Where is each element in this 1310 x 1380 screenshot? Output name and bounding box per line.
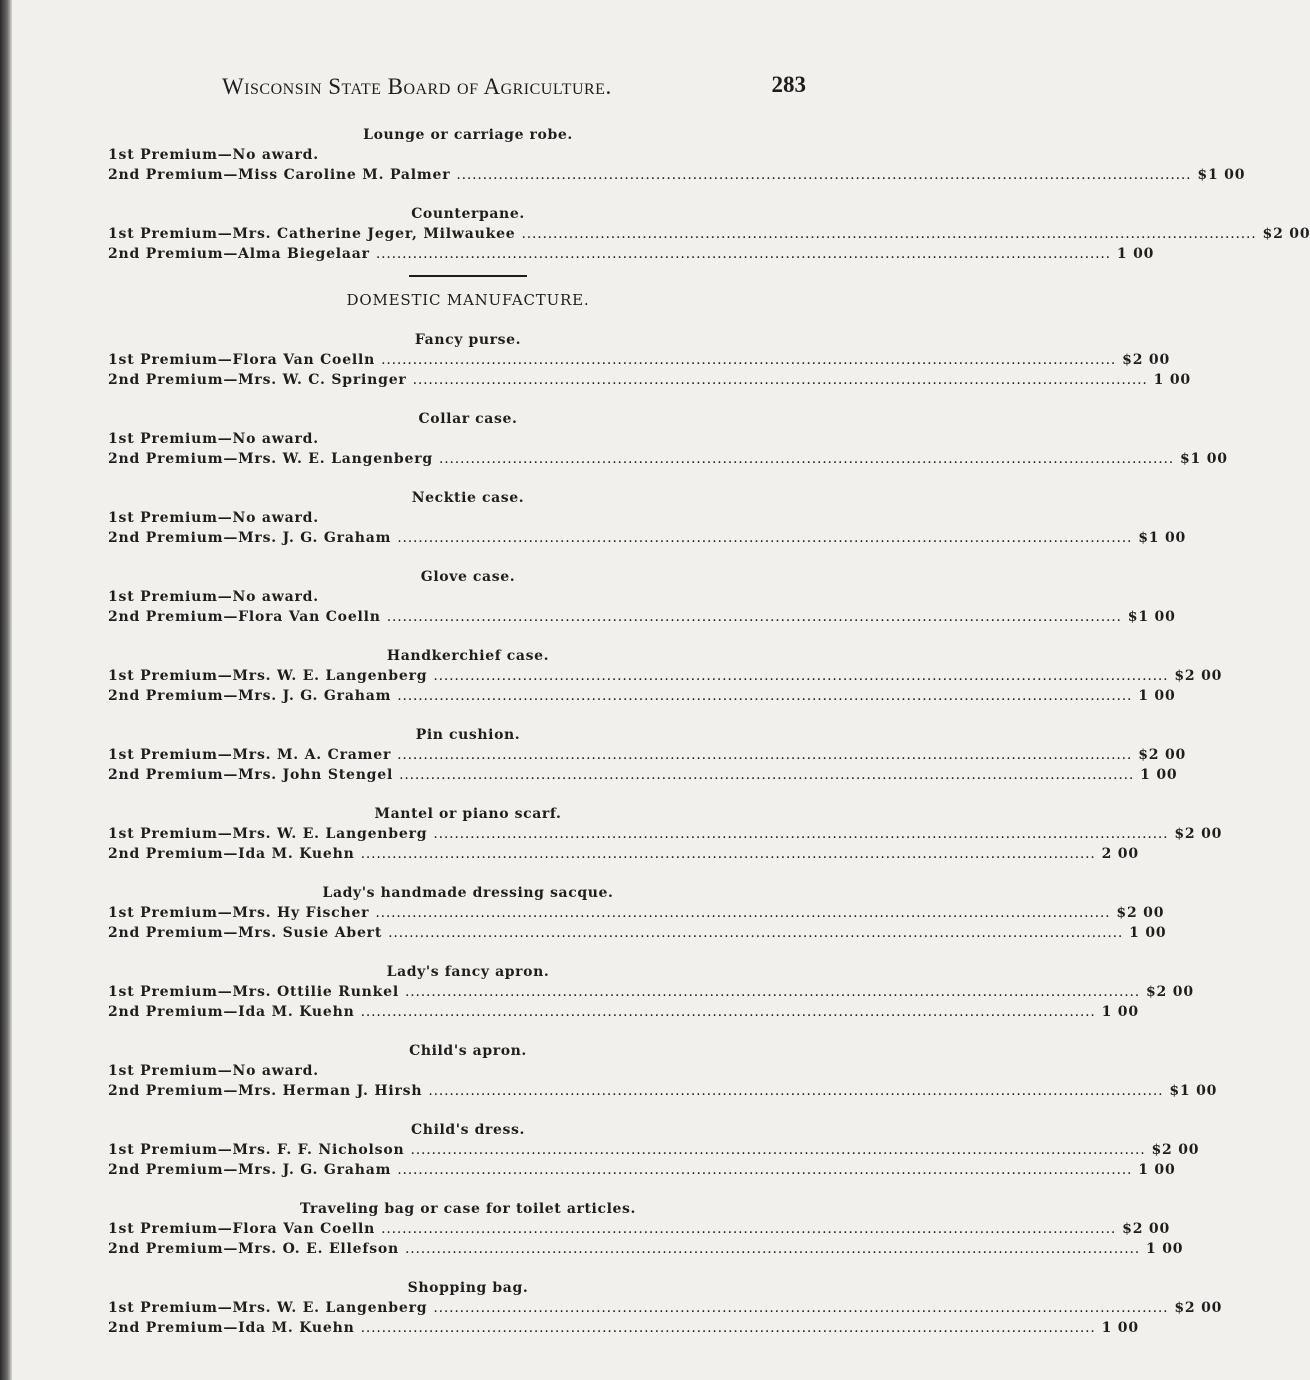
premium-label: 2nd Premium—Miss Caroline M. Palmer — [108, 166, 451, 183]
section-divider-rule — [409, 275, 527, 277]
premium-entry — [108, 1319, 1139, 1339]
premium-entry — [108, 825, 1223, 845]
premium-amount: $2 00 — [1138, 747, 1187, 763]
premium-amount: 1 00 — [1116, 245, 1155, 262]
category-heading: Lady's handmade dressing sacque. — [322, 885, 614, 901]
dot-leader: ............................................................................................................................................ — [375, 245, 1111, 262]
premium-entry — [108, 924, 1167, 944]
premium-amount: $2 00 — [1151, 1142, 1200, 1158]
dot-leader: ............................................................................................................................................ — [375, 905, 1111, 921]
category-heading: Mantel or piano scarf. — [374, 806, 562, 822]
page-number: 283 — [771, 72, 806, 97]
premium-label: 2nd Premium—Mrs. J. G. Graham — [108, 687, 392, 704]
premium-amount: 1 00 — [1138, 687, 1176, 704]
dot-leader: ............................................................................................................................................ — [360, 1003, 1096, 1020]
premium-label: 1st Premium—No award. — [108, 1063, 319, 1079]
premium-entry — [108, 983, 1194, 1003]
dot-leader: ............................................................................................................................................ — [433, 826, 1169, 842]
dot-leader: ............................................................................................................................................ — [404, 984, 1141, 1000]
category-heading: Fancy purse. — [414, 332, 522, 348]
premium-entry — [108, 1240, 1184, 1260]
premium-entry — [108, 904, 1165, 924]
premium-amount: 1 00 — [1101, 1319, 1139, 1336]
dot-leader: ............................................................................................................................................ — [381, 352, 1117, 368]
dot-leader: ............................................................................................................................................ — [397, 747, 1133, 763]
premium-amount: 1 00 — [1146, 1240, 1184, 1257]
premium-entry — [108, 450, 1228, 470]
premium-entry — [108, 588, 828, 608]
premium-entry — [108, 529, 1187, 549]
premium-entry — [108, 1141, 1200, 1161]
premium-amount: $2 00 — [1116, 905, 1165, 921]
premium-label: 2nd Premium—Flora Van Coelln — [108, 608, 381, 625]
premium-label: 2nd Premium—Mrs. J. G. Graham — [108, 529, 392, 546]
premium-list — [108, 124, 1310, 1338]
premium-entry — [108, 166, 1246, 186]
premium-entry — [108, 766, 1178, 786]
dot-leader: ............................................................................................................................................ — [438, 450, 1174, 467]
premium-amount: $2 00 — [1122, 1221, 1170, 1237]
premium-amount: $1 00 — [1138, 529, 1187, 546]
premium-label: 1st Premium—Mrs. F. F. Nicholson — [108, 1142, 405, 1158]
premium-amount: 1 00 — [1140, 766, 1178, 783]
page-binding-shadow — [0, 0, 12, 1380]
premium-entry — [108, 1082, 1218, 1102]
dot-leader: ............................................................................................................................................ — [381, 1221, 1117, 1237]
dot-leader: ............................................................................................................................................ — [521, 226, 1257, 242]
dot-leader: ............................................................................................................................................ — [386, 608, 1122, 625]
category-heading: Glove case. — [420, 569, 516, 585]
premium-label: 1st Premium—Mrs. Hy Fischer — [108, 905, 370, 921]
premium-amount: $1 00 — [1197, 166, 1246, 183]
premium-entry — [108, 1220, 1170, 1240]
dot-leader: ............................................................................................................................................ — [399, 766, 1135, 783]
premium-amount: $2 00 — [1174, 826, 1223, 842]
premium-amount: 2 00 — [1101, 845, 1139, 862]
premium-label: 1st Premium—Mrs. M. A. Cramer — [108, 747, 392, 763]
premium-amount: $2 00 — [1146, 984, 1194, 1000]
section-heading-domestic: DOMESTIC MANUFACTURE. — [346, 291, 590, 309]
premium-label: 2nd Premium—Mrs. W. E. Langenberg — [108, 450, 433, 467]
premium-entry — [108, 1062, 828, 1082]
premium-label: 1st Premium—No award. — [108, 510, 319, 526]
dot-leader: ............................................................................................................................................ — [397, 687, 1133, 704]
premium-entry — [108, 371, 1191, 391]
premium-entry — [108, 225, 1310, 245]
premium-amount: 1 00 — [1153, 371, 1191, 388]
premium-entry — [108, 1161, 1176, 1181]
category-heading: Counterpane. — [411, 206, 525, 222]
dot-leader: ............................................................................................................................................ — [360, 1319, 1096, 1336]
running-header — [222, 70, 812, 106]
premium-label: 2nd Premium—Mrs. Herman J. Hirsh — [108, 1082, 423, 1099]
premium-label: 2nd Premium—Mrs. John Stengel — [108, 766, 394, 783]
premium-label: 1st Premium—Mrs. W. E. Langenberg — [108, 668, 428, 684]
dot-leader: ............................................................................................................................................ — [433, 668, 1169, 684]
premium-label: 2nd Premium—Ida M. Kuehn — [108, 845, 355, 862]
category-heading: Handkerchief case. — [386, 648, 550, 664]
dot-leader: ............................................................................................................................................ — [456, 166, 1192, 183]
premium-entry — [108, 430, 828, 450]
premium-entry — [108, 667, 1223, 687]
premium-entry — [108, 1003, 1139, 1023]
premium-entry — [108, 687, 1176, 707]
premium-entry — [108, 245, 1155, 265]
premium-amount: $1 00 — [1169, 1082, 1218, 1099]
category-heading: Child's dress. — [411, 1122, 525, 1138]
premium-amount: $2 00 — [1174, 668, 1223, 684]
premium-label: 1st Premium—Flora Van Coelln — [108, 1221, 376, 1237]
premium-label: 2nd Premium—Mrs. Susie Abert — [108, 924, 383, 941]
premium-amount: $2 00 — [1174, 1300, 1223, 1316]
category-heading: Lounge or carriage robe. — [363, 127, 573, 143]
premium-label: 1st Premium—No award. — [108, 431, 319, 447]
premium-label: 2nd Premium—Alma Biegelaar — [108, 245, 370, 262]
premium-amount: $2 00 — [1122, 352, 1170, 368]
premium-label: 1st Premium—No award. — [108, 589, 319, 605]
premium-label: 2nd Premium—Mrs. J. G. Graham — [108, 1161, 392, 1178]
dot-leader: ............................................................................................................................................ — [410, 1142, 1146, 1158]
premium-entry — [108, 351, 1170, 371]
premium-label: 2nd Premium—Mrs. O. E. Ellefson — [108, 1240, 399, 1257]
premium-label: 1st Premium—No award. — [108, 147, 319, 163]
premium-label: 1st Premium—Mrs. W. E. Langenberg — [108, 826, 428, 842]
premium-entry — [108, 746, 1187, 766]
dot-leader: ............................................................................................................................................ — [405, 1240, 1141, 1257]
premium-label: 2nd Premium—Ida M. Kuehn — [108, 1003, 355, 1020]
premium-entry — [108, 845, 1139, 865]
premium-amount: 1 00 — [1101, 1003, 1139, 1020]
premium-amount: 1 00 — [1129, 924, 1167, 941]
category-heading: Shopping bag. — [407, 1280, 529, 1296]
premium-amount: $1 00 — [1127, 608, 1176, 625]
premium-amount: $1 00 — [1180, 450, 1228, 467]
dot-leader: ............................................................................................................................................ — [428, 1082, 1164, 1099]
premium-label: 1st Premium—Flora Van Coelln — [108, 352, 376, 368]
premium-entry — [108, 509, 828, 529]
dot-leader: ............................................................................................................................................ — [388, 924, 1124, 941]
premium-amount: $2 00 — [1262, 226, 1310, 242]
category-heading: Necktie case. — [411, 490, 525, 506]
premium-label: 2nd Premium—Ida M. Kuehn — [108, 1319, 355, 1336]
dot-leader: ............................................................................................................................................ — [397, 1161, 1133, 1178]
premium-entry — [108, 608, 1176, 628]
premium-label: 2nd Premium—Mrs. W. C. Springer — [108, 371, 407, 388]
premium-entry — [108, 1299, 1223, 1319]
category-heading: Collar case. — [418, 411, 518, 427]
dot-leader: ............................................................................................................................................ — [360, 845, 1096, 862]
category-heading: Traveling bag or case for toilet articles. — [300, 1201, 636, 1217]
premium-label: 1st Premium—Mrs. Catherine Jeger, Milwaukee — [108, 226, 516, 242]
dot-leader: ............................................................................................................................................ — [433, 1300, 1169, 1316]
category-heading: Child's apron. — [409, 1043, 527, 1059]
premium-entry — [108, 146, 828, 166]
premium-amount: 1 00 — [1138, 1161, 1176, 1178]
premium-label: 1st Premium—Mrs. Ottilie Runkel — [108, 984, 399, 1000]
dot-leader: ............................................................................................................................................ — [412, 371, 1148, 388]
dot-leader: ............................................................................................................................................ — [397, 529, 1133, 546]
premium-label: 1st Premium—Mrs. W. E. Langenberg — [108, 1300, 428, 1316]
running-title: Wisconsin State Board of Agriculture. — [222, 74, 612, 99]
category-heading: Lady's fancy apron. — [386, 964, 550, 980]
category-heading: Pin cushion. — [415, 727, 521, 743]
